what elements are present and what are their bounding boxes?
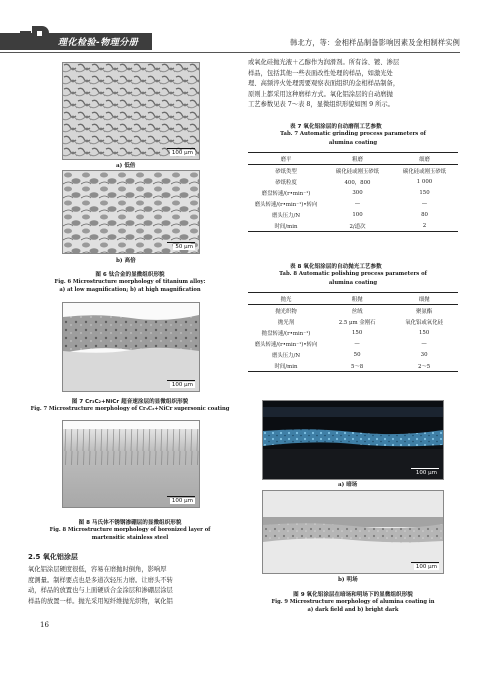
- table-cell: 2.5 μm 金刚石: [338, 319, 376, 326]
- table-cell: 时间/min: [274, 223, 298, 230]
- fig6b-scalebar: [167, 242, 195, 243]
- right-para-line-1: 或氧化硅抛光液＋乙醇作为润滑剂。所有涂、镀、渗层: [248, 59, 400, 66]
- table8-header-cell: 细抛: [418, 296, 430, 303]
- left-body-paragraph: [28, 565, 236, 607]
- table-row: [248, 349, 458, 360]
- table-cell: 磨盘转速/(r•min⁻¹): [261, 190, 311, 197]
- fig8-texture: [63, 421, 199, 507]
- table7-header-cell: 磨平: [280, 156, 292, 163]
- journal-name: 理化检验-物理分册: [58, 38, 139, 48]
- right-para-line-4: 原则上都采用这种磨样方式。氧化铝涂层的自动磨抛: [248, 90, 393, 98]
- fig8-caption-cn: 图 8 马氏体不锈钢渗硼层的显微组织形貌: [78, 520, 182, 526]
- fig6b-micrograph: [62, 170, 200, 254]
- table-row: [248, 176, 458, 187]
- table-cell: 1 000: [416, 178, 433, 185]
- fig8-scalebar: [167, 496, 195, 497]
- table-row: [248, 327, 458, 338]
- table-cell: —: [421, 340, 427, 347]
- table-row: [248, 165, 458, 177]
- fig6b-scale-label: 50 μm: [175, 244, 193, 250]
- table-cell: 时间/min: [274, 363, 298, 370]
- table-cell: 砂纸粒度: [275, 179, 297, 186]
- table-cell: 150: [419, 189, 430, 196]
- fig7-scalebar: [167, 380, 195, 381]
- table8-header-cell: 粗抛: [351, 296, 363, 303]
- table8-header-row: [248, 293, 458, 305]
- table-row: [248, 360, 458, 372]
- table-row: [248, 220, 458, 232]
- table-cell: 400，800: [344, 179, 371, 186]
- table7-header-cell: 粗磨: [352, 156, 363, 163]
- table-row: [248, 187, 458, 198]
- table8: [248, 292, 458, 372]
- fig9b-micrograph: [262, 490, 444, 574]
- right-para-line-5: 工艺参数见表 7～表 8，显微组织形貌如图 9 所示。: [248, 101, 394, 109]
- table-cell: 碳化硅或刚玉砂纸: [402, 168, 447, 175]
- fig9-caption-en-line1: Fig. 9 Microstructure morphology of alumina coating in: [271, 599, 435, 605]
- fig7-texture: [63, 303, 199, 391]
- right-para-line-2: 样品，包括其他一些表面改性处理的样品，如激光处: [248, 69, 393, 77]
- table-cell: 2～5: [417, 363, 431, 370]
- table-cell: 抛盘转速/(r•min⁻¹): [261, 330, 311, 337]
- fig9b-scalebar: [411, 562, 439, 563]
- table-cell: 抛光剂: [277, 319, 295, 326]
- page-number: 16: [40, 621, 49, 629]
- table-cell: 2/道次: [349, 223, 366, 230]
- table-cell: 聚氨酯: [416, 308, 433, 315]
- table-cell: 砂纸类型: [275, 168, 297, 175]
- table-cell: 磨头压力/N: [271, 352, 301, 359]
- table7-caption-cn: 表 7 氧化铝涂层的自动磨削工艺参数: [290, 124, 382, 130]
- table-cell: —: [354, 200, 361, 207]
- table-cell: 150: [351, 329, 363, 336]
- table-cell: 碳化硅或刚玉砂纸: [335, 168, 380, 175]
- fig9a-label: a) 暗场: [338, 482, 358, 488]
- table-cell: 磨头压力/N: [271, 212, 301, 219]
- table-row: [248, 209, 458, 220]
- right-body-paragraph: [248, 58, 458, 111]
- table8-header-cell: 抛光: [280, 296, 292, 303]
- fig7-caption-en: Fig. 7 Microstructure morphology of Cr₃C₂+NiCr supersonic coating: [30, 406, 230, 412]
- table-cell: 150: [418, 329, 430, 336]
- table-cell: 磨头转速/(r•min⁻¹)•转向: [254, 201, 318, 208]
- fig9a-scalebar: [411, 468, 439, 469]
- table-row: [248, 338, 458, 349]
- table-cell: 80: [421, 211, 428, 218]
- left-para-line-4: 样品的放置一样。抛光采用短纤维抛光织物，氧化铝: [28, 597, 173, 605]
- fig6a-micrograph: [62, 62, 200, 160]
- table-cell: —: [354, 340, 360, 347]
- table-cell: 氧化铝或氧化硅: [405, 319, 443, 326]
- fig6-caption-cn: 图 6 钛合金的显微组织形貌: [95, 272, 165, 278]
- table-row: [248, 305, 458, 317]
- fig9-caption-en-line2: a) dark field and b) bright dark: [307, 607, 399, 613]
- section-2-5-title: 2.5 氧化铝涂层: [28, 553, 78, 561]
- fig9b-scale-label: 100 μm: [415, 564, 437, 570]
- table-cell: —: [421, 200, 428, 207]
- fig7-scale-label: 100 μm: [171, 382, 193, 388]
- fig9a-micrograph: [262, 400, 444, 480]
- fig8-caption-en-line1: Fig. 8 Microstructure morphology of boronized layer of: [49, 527, 211, 533]
- fig6a-scale-label: 100 μm: [171, 150, 193, 156]
- table-cell: 丝绒: [351, 308, 363, 315]
- fig6a-scalebar: [167, 148, 195, 149]
- table8-caption-en-line1: Tab. 8 Automatic polishing process parameters of: [279, 271, 427, 277]
- fig7-micrograph: [62, 302, 200, 392]
- table-row: [248, 316, 458, 327]
- table-row: [248, 198, 458, 209]
- fig6a-texture: [63, 63, 199, 159]
- table7-caption-en-line1: Tab. 7 Automatic grinding process parameters of: [280, 131, 426, 137]
- table7-header-row: [248, 153, 458, 165]
- left-para-line-2: 度测量。制样要点也是多道次轻压力磨。让磨头不转: [28, 576, 173, 584]
- fig8-micrograph: [62, 420, 200, 508]
- fig8-caption-en-line2: martensitic stainless steel: [91, 535, 169, 541]
- table7-caption-en-line2: alumina coating: [328, 140, 378, 146]
- fig6-caption-en-line2: a) at low magnification; b) at high magnification: [59, 287, 201, 293]
- journal-logo-icon: [20, 22, 52, 54]
- table-cell: 30: [420, 351, 428, 358]
- fig6b-label: b) 高倍: [116, 258, 136, 264]
- fig7-caption-cn: 图 7 Cr₃C₂+NiCr 超音速涂层的显微组织形貌: [71, 399, 189, 405]
- left-para-line-1: 氧化铝涂层硬度很低，容易在磨抛时倒角，影响厚: [28, 566, 167, 573]
- left-para-line-3: 动，样品的放置也与上面硬质合金涂层和渗硼层涂层: [28, 587, 173, 595]
- fig9b-texture: [263, 491, 443, 573]
- running-title: 韩北方，等：金相样品制备影响因素及金相制样实例: [290, 38, 460, 47]
- table7-header-cell: 细磨: [419, 156, 430, 163]
- fig9-caption-cn: 图 9 氧化铝涂层在暗场和明场下的显微组织形貌: [293, 592, 413, 598]
- table-cell: 2: [422, 222, 427, 229]
- fig6b-texture: [63, 171, 199, 253]
- fig8-scale-label: 100 μm: [171, 498, 193, 504]
- table-cell: 磨头转速/(r•min⁻¹)•转向: [254, 341, 318, 348]
- fig6-caption-en-line1: Fig. 6 Microstructure morphology of titanium alloy:: [54, 279, 206, 285]
- table-cell: 100: [352, 211, 363, 218]
- fig6a-label: a) 低倍: [116, 163, 136, 169]
- table-cell: 50: [353, 351, 361, 358]
- table-cell: 5～8: [350, 363, 364, 370]
- table-cell: 抛光织物: [275, 308, 297, 315]
- table-cell: 300: [352, 189, 363, 196]
- fig9a-scale-label: 100 μm: [415, 470, 437, 476]
- fig9b-label: b) 明场: [338, 577, 358, 583]
- right-para-line-3: 理、高频淬火处理需要观察表面组织的金相样品制备，: [248, 80, 400, 88]
- table8-caption-en-line2: alumina coating: [328, 280, 378, 286]
- table8-caption-cn: 表 8 氧化铝涂层的自动抛光工艺参数: [290, 264, 382, 270]
- header-rule: [0, 52, 460, 53]
- table7: [248, 152, 458, 232]
